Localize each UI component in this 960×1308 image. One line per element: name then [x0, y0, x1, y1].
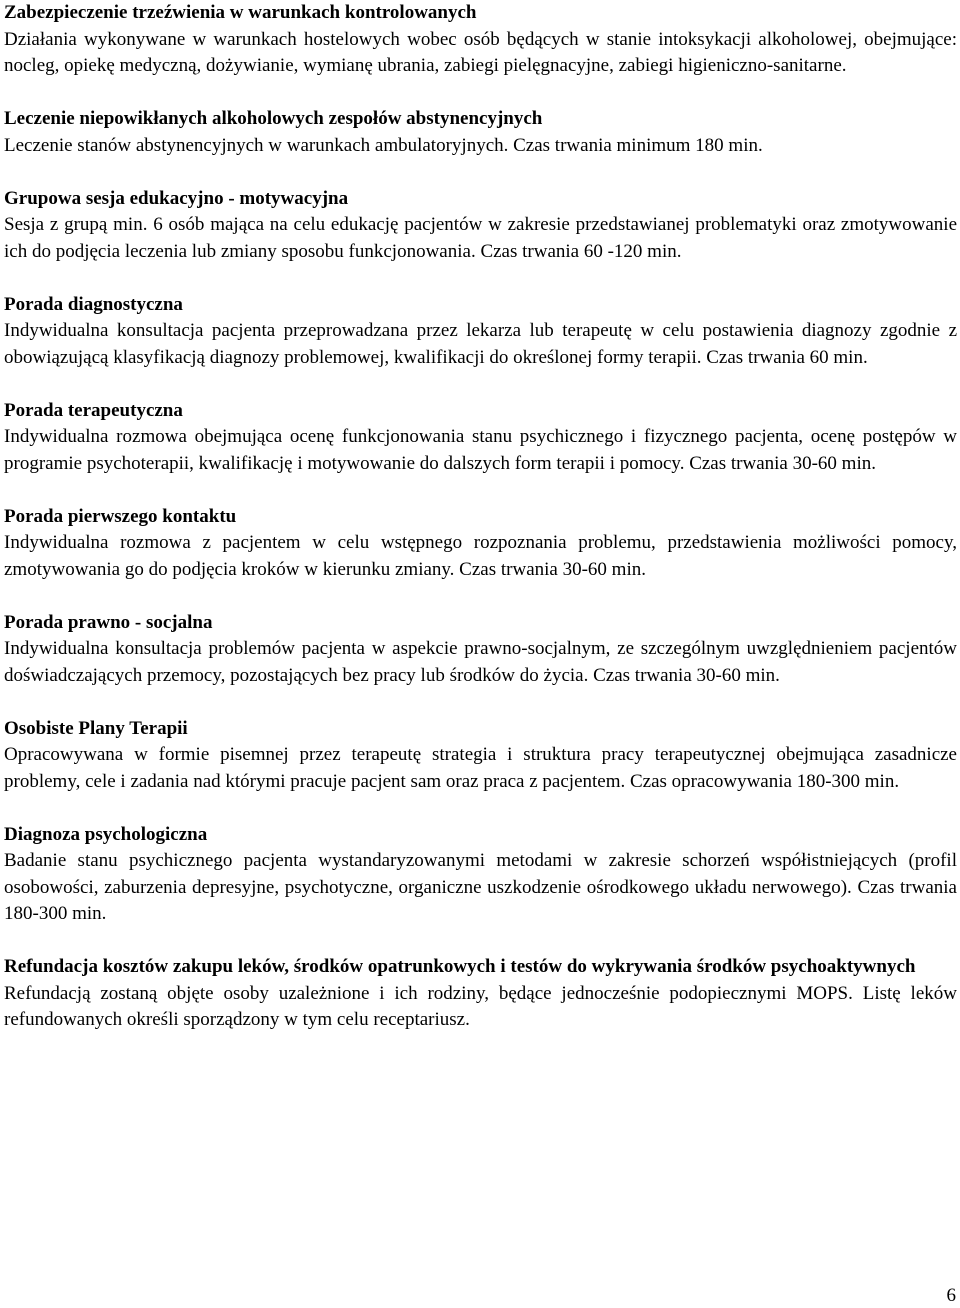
section-title: Grupowa sesja edukacyjno - motywacyjna	[4, 187, 349, 209]
section-osobiste-plany-terapii	[4, 716, 957, 796]
section-body: Działania wykonywane w warunkach hostelowych wobec osób będących w stanie intoksykacji alkoholowej, obejmujące: nocleg, opiekę medyczną, dożywianie, wymianę ubrania, zabiegi pielęgnacyjne, zabiegi higieniczno-sanitarne.	[4, 28, 957, 76]
section-diagnoza-psychologiczna	[4, 822, 957, 928]
section-body: Opracowywana w formie pisemnej przez terapeutę strategia i struktura pracy terapeutycznej obejmująca zasadnicze problemy, cele i zadania nad którymi pracuje pacjent sam oraz praca z pacjentem. Czas opracowywania 180-300 min.	[4, 744, 957, 792]
section-body: Leczenie stanów abstynencyjnych w warunkach ambulatoryjnych. Czas trwania minimum 180 min.	[4, 134, 763, 156]
section-porada-terapeutyczna	[4, 398, 957, 478]
section-body: Indywidualna rozmowa obejmująca ocenę funkcjonowania stanu psychicznego i fizycznego pacjenta, ocenę postępów w programie psychoterapii, kwalifikację i motywowanie do dalszych form terapii i pomocy. Czas trwania 30-60 min.	[4, 426, 957, 474]
section-body: Badanie stanu psychicznego pacjenta wystandaryzowanymi metodami w zakresie schorzeń współistniejących (profil osobowości, zaburzenia depresyjne, psychotyczne, organiczne uszkodzenie ośrodkowego układu nerwowego). Czas trwania 180-300 min.	[4, 850, 957, 924]
section-title: Diagnoza psychologiczna	[4, 823, 208, 845]
section-porada-diagnostyczna	[4, 292, 957, 372]
section-leczenie-zespolow-abstynencyjnych	[4, 106, 957, 159]
section-body: Indywidualna konsultacja problemów pacjenta w aspekcie prawno-socjalnym, ze szczególnym uwzględnieniem pacjentów doświadczających przemocy, pozostających bez pracy lub środków do życia. Czas trwania 30-60 min.	[4, 638, 957, 686]
section-title: Osobiste Plany Terapii	[4, 717, 188, 739]
section-porada-prawno-socjalna	[4, 610, 957, 690]
section-refundacja-kosztow	[4, 954, 957, 1034]
section-body: Refundacją zostaną objęte osoby uzależnione i ich rodziny, będące jednocześnie podopiecznymi MOPS. Listę leków refundowanych określi sporządzony w tym celu receptariusz.	[4, 982, 957, 1030]
document-page	[4, 0, 957, 1060]
section-body: Indywidualna rozmowa z pacjentem w celu wstępnego rozpoznania problemu, przedstawienia możliwości pomocy, zmotywowania go do podjęcia kroków w kierunku zmiany. Czas trwania 30-60 min.	[4, 532, 957, 580]
section-zabezpieczenie-trzezwienia	[4, 0, 957, 80]
section-title: Refundacja kosztów zakupu leków, środków opatrunkowych i testów do wykrywania środków psychoaktywnych	[4, 956, 916, 977]
section-porada-pierwszego-kontaktu	[4, 504, 957, 584]
section-title: Porada pierwszego kontaktu	[4, 505, 237, 527]
section-title: Porada terapeutyczna	[4, 399, 183, 421]
page-number: 6	[946, 1285, 956, 1306]
section-title: Zabezpieczenie trzeźwienia w warunkach kontrolowanych	[4, 2, 477, 23]
section-title: Leczenie niepowikłanych alkoholowych zespołów abstynencyjnych	[4, 108, 543, 129]
section-body: Sesja z grupą min. 6 osób mająca na celu edukację pacjentów w zakresie przedstawianej problematyki oraz zmotywowanie ich do podjęcia leczenia lub zmiany sposobu funkcjonowania. Czas trwania 60 -120 min.	[4, 214, 957, 262]
section-grupowa-sesja	[4, 186, 957, 266]
section-title: Porada prawno - socjalna	[4, 611, 213, 633]
section-body: Indywidualna konsultacja pacjenta przeprowadzana przez lekarza lub terapeutę w celu postawienia diagnozy zgodnie z obowiązującą klasyfikacją diagnozy problemowej, kwalifikacji do określonej formy terapii. Czas trwania 60 min.	[4, 320, 957, 368]
section-title: Porada diagnostyczna	[4, 293, 183, 315]
